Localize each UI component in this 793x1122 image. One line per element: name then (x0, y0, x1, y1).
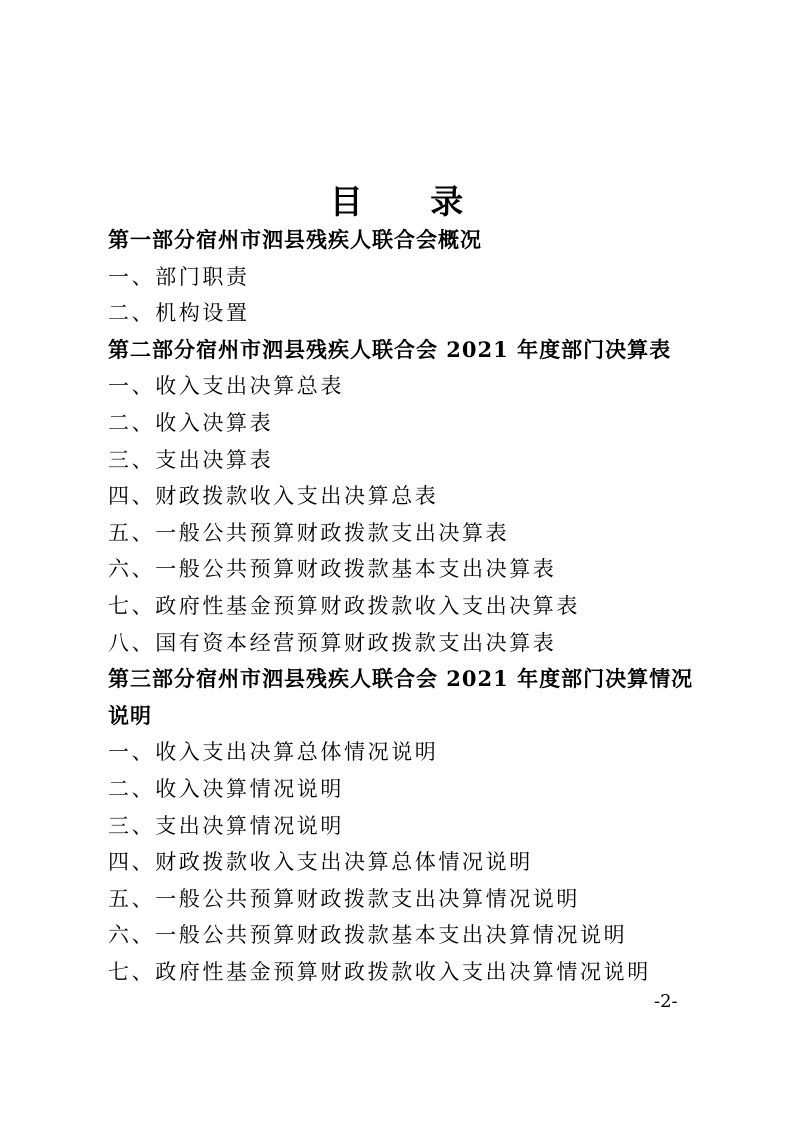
toc-item: 三、支出决算情况说明 (108, 813, 344, 838)
toc-item: 八、国有资本经营预算财政拨款支出决算表 (108, 630, 557, 655)
toc-part-1: 第一部分宿州市泗县残疾人联合会概况 (108, 227, 482, 252)
toc-item: 七、政府性基金预算财政拨款收入支出决算情况说明 (108, 959, 651, 984)
toc-item: 五、一般公共预算财政拨款支出决算表 (108, 520, 510, 545)
toc-part-2: 第二部分宿州市泗县残疾人联合会 2021 年度部门决算表 (108, 336, 672, 362)
page-number: -2- (654, 991, 678, 1012)
toc-item: 六、一般公共预算财政拨款基本支出决算情况说明 (108, 923, 628, 948)
toc-item: 二、收入决算表 (108, 410, 274, 435)
toc-item: 六、一般公共预算财政拨款基本支出决算表 (108, 557, 557, 582)
page-title: 目 录 (329, 182, 492, 221)
toc-item: 一、收入支出决算总体情况说明 (108, 740, 439, 765)
toc-item: 二、收入决算情况说明 (108, 776, 344, 801)
table-of-contents (108, 222, 708, 990)
toc-item: 一、收入支出决算总表 (108, 374, 344, 399)
toc-item: 四、财政拨款收入支出决算总表 (108, 484, 439, 509)
toc-item: 三、支出决算表 (108, 447, 274, 472)
toc-item: 五、一般公共预算财政拨款支出决算情况说明 (108, 886, 580, 911)
toc-part-3: 第三部分宿州市泗县残疾人联合会 2021 年度部门决算情况说明 (108, 666, 694, 728)
toc-item: 四、财政拨款收入支出决算总体情况说明 (108, 850, 533, 875)
toc-item: 七、政府性基金预算财政拨款收入支出决算表 (108, 593, 580, 618)
toc-item: 二、机构设置 (108, 301, 250, 326)
toc-item: 一、部门职责 (108, 264, 250, 289)
